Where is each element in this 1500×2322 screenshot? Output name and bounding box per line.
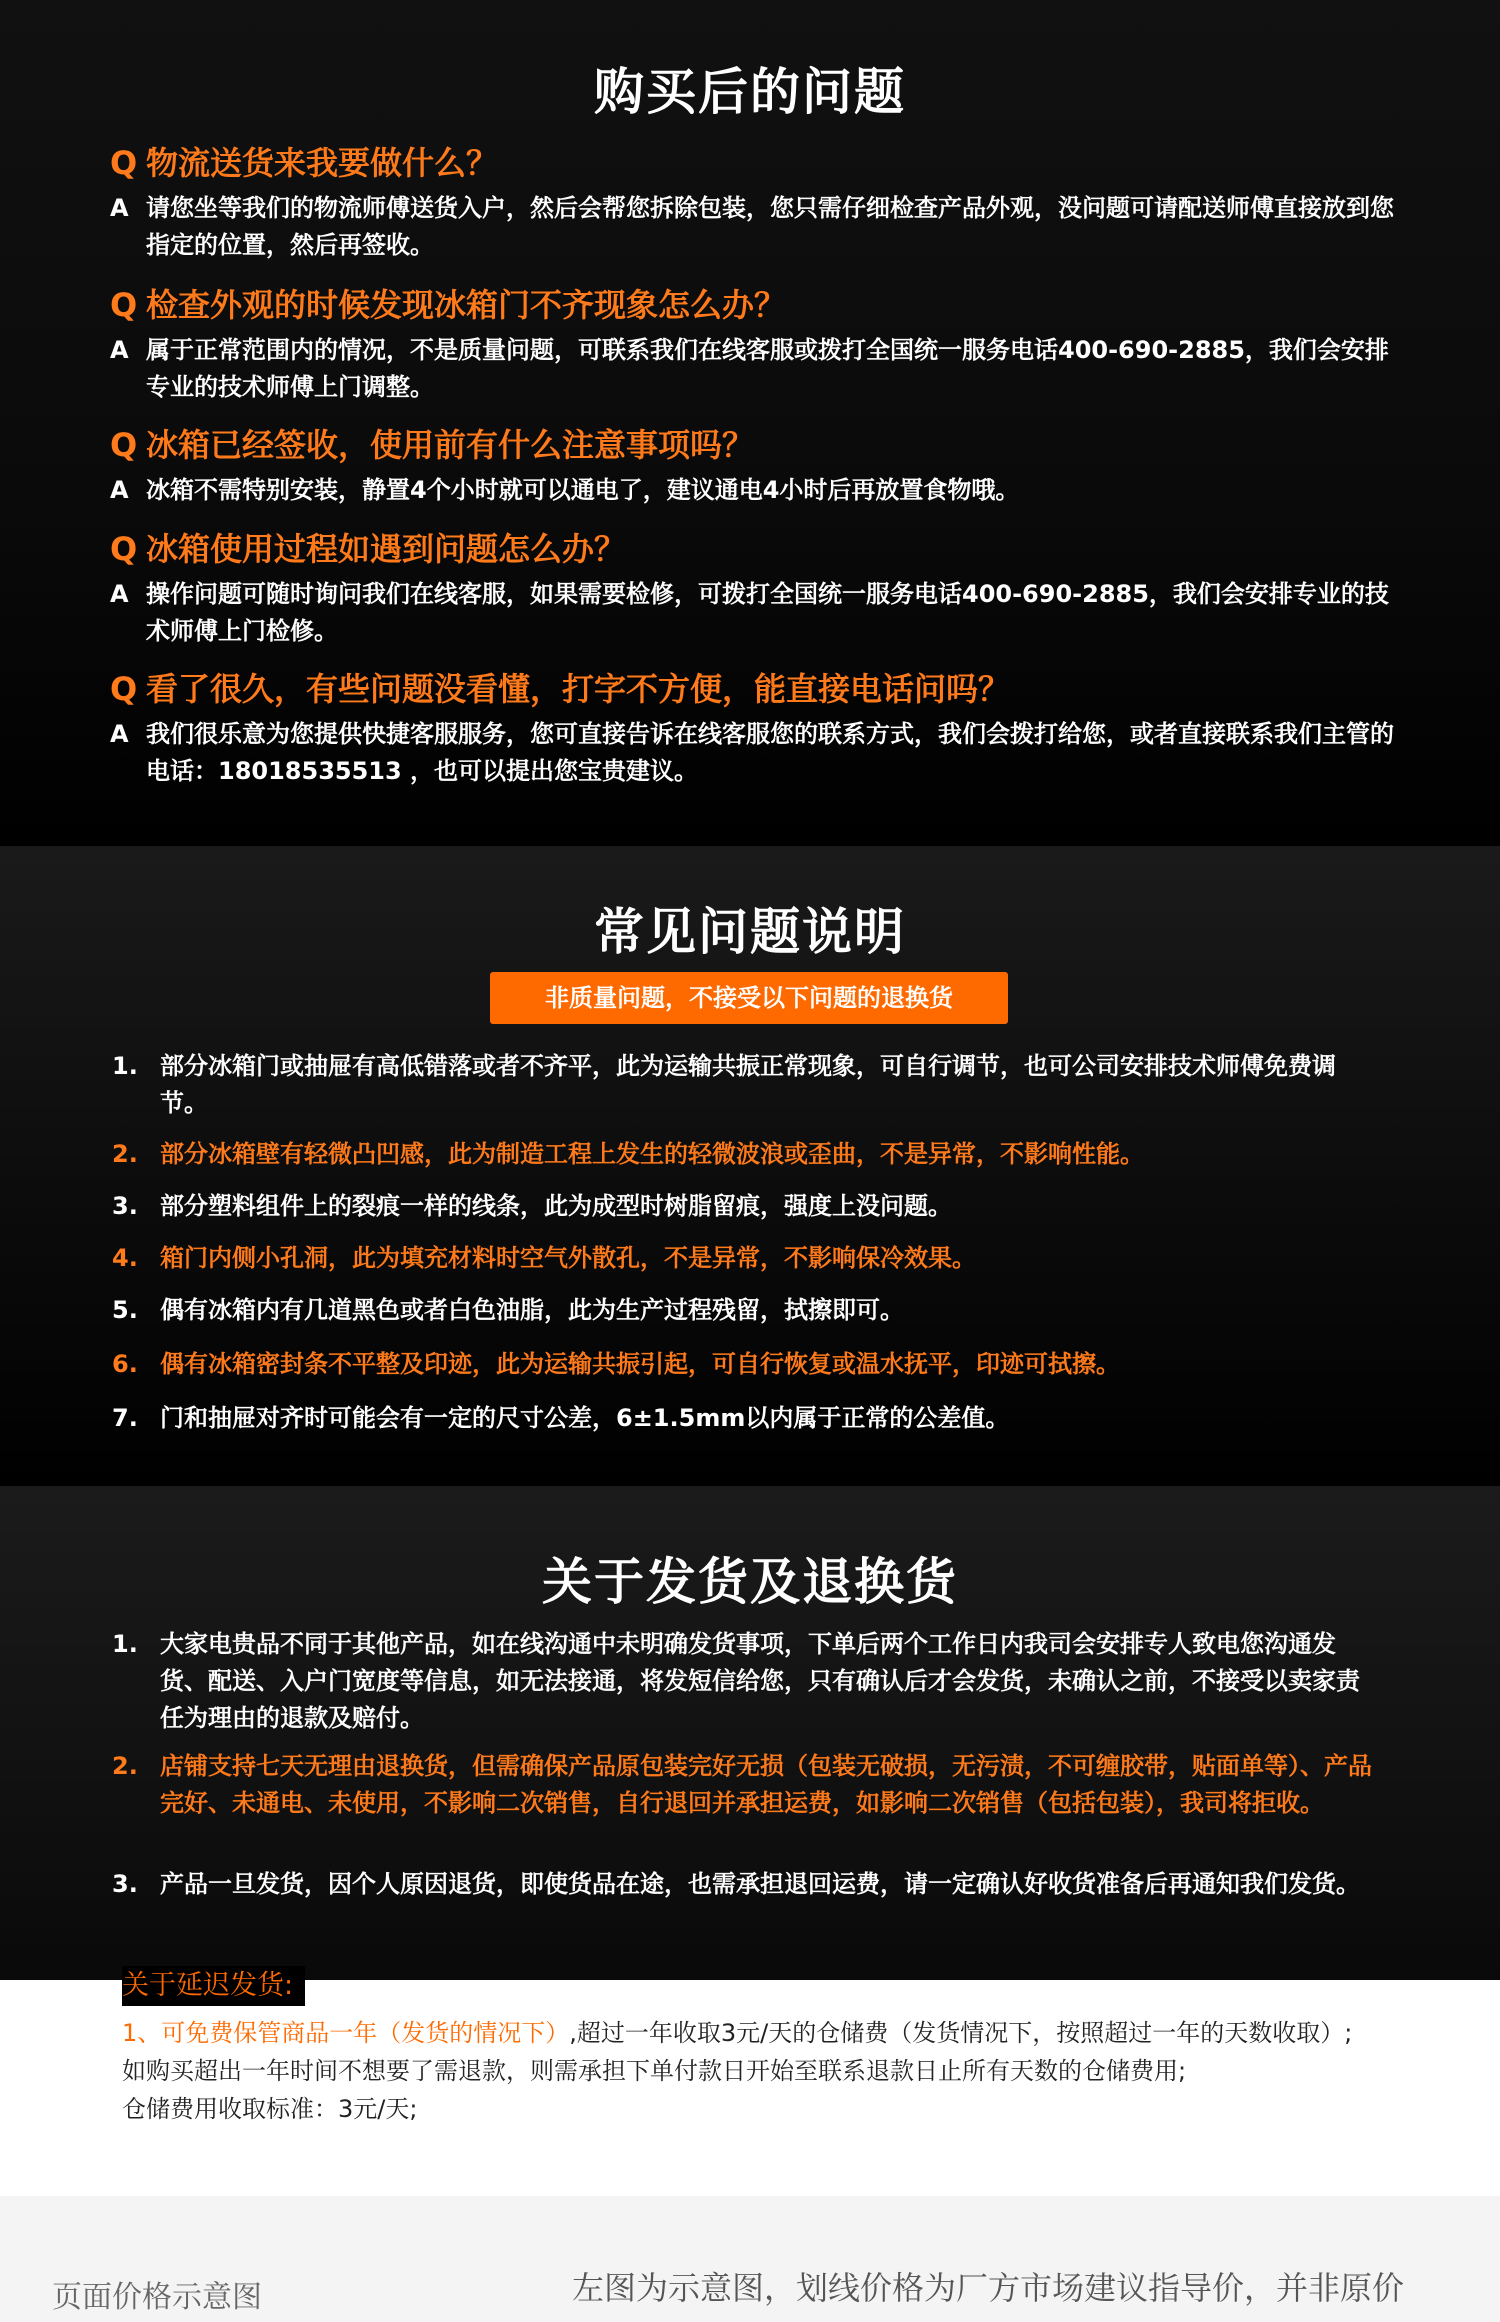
list-item: 2. 部分冰箱壁有轻微凸凹感，此为制造工程上发生的轻微波浪或歪曲，不是异常，不影响性能。 <box>112 1140 1144 1168</box>
delay-heading: 关于延迟发货: <box>122 1966 305 2006</box>
list-item: 6. 偶有冰箱密封条不平整及印迹，此为运输共振引起，可自行恢复或温水抚平，印迹可拭擦。 <box>112 1350 1120 1378</box>
notice-badge: 非质量问题，不接受以下问题的退换货 <box>490 972 1008 1024</box>
qa-item <box>110 284 1400 406</box>
question: Q 物流送货来我要做什么？ <box>110 144 499 182</box>
price-illustration-label: 页面价格示意图 <box>52 2280 262 2315</box>
list-item: 1. 部分冰箱门或抽屉有高低错落或者不齐平，此为运输共振正常现象，可自行调节，也可公司安排技术师傅免费调节。 <box>112 1052 1336 1117</box>
answer: A 请您坐等我们的物流师傅送货入户，然后会帮您拆除包装，您只需仔细检查产品外观，没问题可请配送师傅直接放到您指定的位置，然后再签收。 <box>110 194 1394 259</box>
issues-list <box>112 1048 1380 1452</box>
list-item: 1. 大家电贵品不同于其他产品，如在线沟通中未明确发货事项，下单后两个工作日内我司会安排专人致电您沟通发货、配送、入户门宽度等信息，如无法接通，将发短信给您，只有确认后才会发货，未确认之前，不接受以卖家责任为理由的退款及赔付。 <box>112 1630 1360 1732</box>
list-item: 5. 偶有冰箱内有几道黑色或者白色油脂，此为生产过程残留，拭擦即可。 <box>112 1296 904 1324</box>
list-item: 3. 部分塑料组件上的裂痕一样的线条，此为成型时树脂留痕，强度上没问题。 <box>112 1192 952 1220</box>
answer: A 属于正常范围内的情况，不是质量问题，可联系我们在线客服或拨打全国统一服务电话400-690-2885，我们会安排专业的技术师傅上门调整。 <box>110 336 1389 401</box>
delay-body: 1、可免费保管商品一年（发货的情况下）,超过一年收取3元/天的仓储费（发货情况下，按照超过一年的天数收取）; 如购买超出一年时间不想要了需退款，则需承担下单付款日开始至联系退款日止所有天数的仓储费用; 仓储费用收取标准：3元/天; <box>122 2019 1353 2123</box>
question: Q 冰箱使用过程如遇到问题怎么办？ <box>110 530 627 568</box>
price-disclaimer: 左图为示意图，划线价格为厂方市场建议指导价，并非原价 <box>572 2269 1405 2307</box>
shipping-list <box>112 1626 1380 1946</box>
list-item: 4. 箱门内侧小孔洞，此为填充材料时空气外散孔，不是异常，不影响保冷效果。 <box>112 1244 976 1272</box>
question: Q 看了很久，有些问题没看懂，打字不方便，能直接电话问吗？ <box>110 670 1011 708</box>
question: Q 检查外观的时候发现冰箱门不齐现象怎么办？ <box>110 286 787 324</box>
question: Q 冰箱已经签收，使用前有什么注意事项吗？ <box>110 426 755 464</box>
after-purchase-section <box>0 0 1500 846</box>
list-item: 7. 门和抽屉对齐时可能会有一定的尺寸公差，6±1.5mm以内属于正常的公差值。 <box>112 1404 1010 1432</box>
list-item: 3. 产品一旦发货，因个人原因退货，即使货品在途，也需承担退回运费，请一定确认好收货准备后再通知我们发货。 <box>112 1870 1360 1898</box>
qa-item <box>110 142 1400 264</box>
qa-item <box>110 668 1400 790</box>
qa-item <box>110 528 1400 650</box>
section-title: 购买后的问题 <box>594 63 906 121</box>
delay-notice <box>122 1966 1382 2128</box>
qa-item <box>110 424 1400 509</box>
answer: A 操作问题可随时询问我们在线客服，如果需要检修，可拨打全国统一服务电话400-690-2885，我们会安排专业的技术师傅上门检修。 <box>110 580 1389 645</box>
section-title: 常见问题说明 <box>594 903 906 961</box>
answer: A 冰箱不需特别安装，静置4个小时就可以通电了，建议通电4小时后再放置食物哦。 <box>110 476 1020 504</box>
answer: A 我们很乐意为您提供快捷客服服务，您可直接告诉在线客服您的联系方式，我们会拨打给您，或者直接联系我们主管的电话：18018535513 ，也可以提出您宝贵建议。 <box>110 720 1394 785</box>
section-title: 关于发货及退换货 <box>542 1553 958 1611</box>
list-item: 2. 店铺支持七天无理由退换货，但需确保产品原包装完好无损（包装无破损，无污渍，不可缠胶带，贴面单等）、产品完好、未通电、未使用，不影响二次销售，自行退回并承担运费，如影响二次销售（包括包装），我司将拒收。 <box>112 1752 1372 1817</box>
